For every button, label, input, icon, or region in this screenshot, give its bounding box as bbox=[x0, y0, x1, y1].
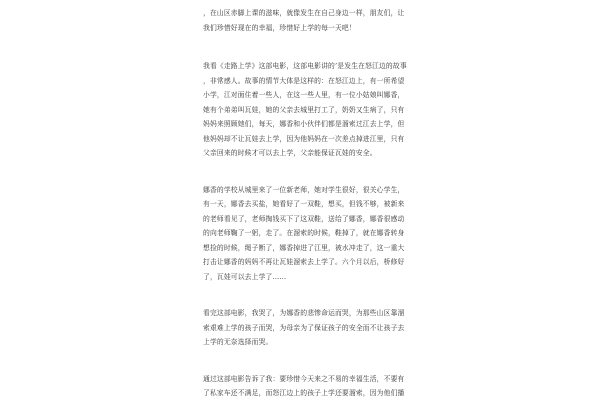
text-line: 索艰难上学的孩子而哭，为母亲为了保证孩子的安全而不让孩子去 bbox=[203, 323, 405, 332]
text-line: 了私家车还不满足，而怒江边上的孩子上学还要溜索，因为他们播 bbox=[203, 389, 405, 397]
text-line: 想捡的时候，绳子断了，娜香掉进了江里，被水冲走了，这一重大 bbox=[203, 243, 405, 252]
paragraph-2 bbox=[203, 59, 407, 161]
text-line: 父亲回来的时候才可以去上学，父亲能保证瓦娃的安全。 bbox=[203, 149, 377, 157]
text-line: 我看《走路上学》这部电影，这部电影讲的’是发生在怒江边的故事 bbox=[203, 62, 407, 70]
text-line: 的向老师鞠了一躬，走了。在溜索的时候，鞋掉了，就在娜香转身 bbox=[203, 229, 405, 237]
text-line: ，非常感人。故事的情节大体是这样的：在怒江边上，有一所希望 bbox=[203, 76, 405, 85]
text-line: 通过这部电影告诉了我：要珍惜今天来之不易的幸福生活，不要有 bbox=[203, 374, 405, 383]
text-line: 上学的无奈选择而哭。 bbox=[203, 338, 273, 346]
document-body bbox=[203, 6, 407, 419]
text-line: 妈妈来照顾她们，每天，娜香和小伙伴们都是溜索过江去上学，但 bbox=[203, 120, 405, 128]
text-line: ，在山区赤脚上课的滋味，就像发生在自己身边一样，朋友们，让 bbox=[203, 9, 405, 17]
text-line: 娜香的学校从城里来了一位新老师，她对学生很好，很关心学生， bbox=[203, 185, 405, 194]
text-line: 打击让娜香的妈妈不再让瓦娃溜索去上学了。六个月以后，桥修好 bbox=[203, 258, 405, 266]
text-line: 的老师看见了，老师掏钱买下了这双鞋，送给了娜香，娜香很感动 bbox=[203, 214, 405, 223]
text-line: 他妈妈却不让瓦娃去上学，因为他妈妈在一次差点掉进江里，只有 bbox=[203, 134, 405, 143]
paragraph-5 bbox=[203, 372, 403, 401]
paragraph-3 bbox=[203, 183, 403, 285]
text-line: 我们珍惜好现在的幸福，珍惜好上学的每一天吧！ bbox=[203, 23, 356, 32]
text-line: 了，瓦娃可以去上学了…… bbox=[203, 272, 287, 281]
paragraph-4 bbox=[203, 306, 403, 350]
text-line: 有一天，娜香去买盐，她看好了一双鞋，想买，但钱不够，被新来 bbox=[203, 200, 405, 208]
text-line: 她有个弟弟叫瓦娃，她的父亲去城里打工了，奶奶又生病了，只有 bbox=[203, 105, 405, 114]
text-line: 看完这部电影，我哭了，为娜香的悲惨命运而哭，为那些山区靠溜 bbox=[203, 309, 405, 317]
paragraph-1 bbox=[203, 6, 403, 35]
text-line: 小学，江对面住着一些人，在这一些人里，有一位小姑娘叫娜香， bbox=[203, 91, 405, 99]
